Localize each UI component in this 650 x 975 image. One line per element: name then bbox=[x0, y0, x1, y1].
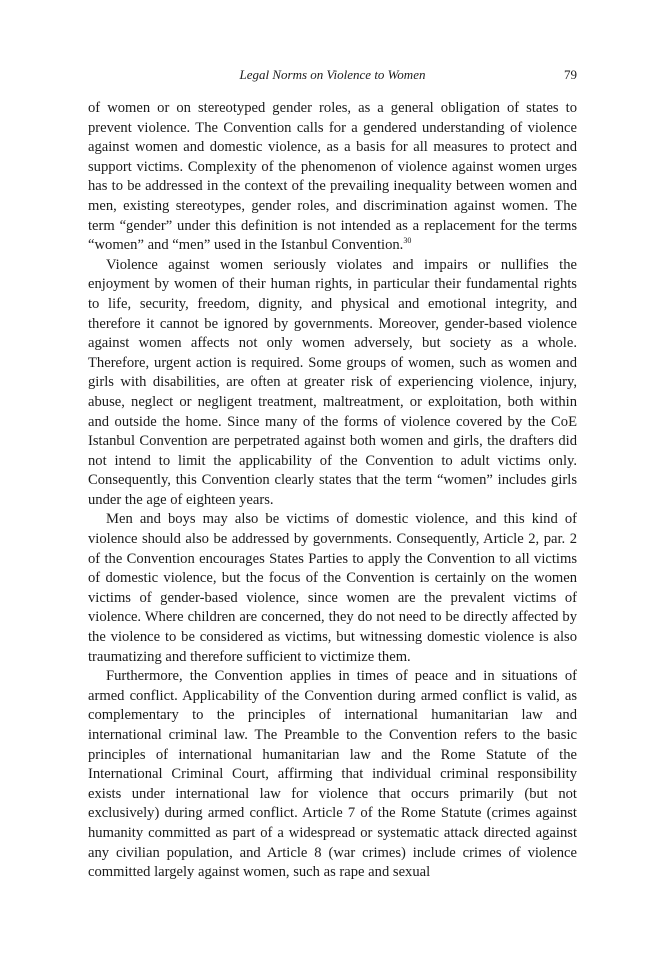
document-page bbox=[88, 66, 577, 883]
paragraph-1-text: of women or on stereotyped gender roles, as a general obligation of states to prevent violence. The Convention calls for a gendered understanding of violence against women and domestic violence, as a basis for all measures to protect and support victims. Complexity of the phenomenon of violence against women urges has to be addressed in the context of the prevailing inequality between women and men, existing stereotypes, gender roles, and discrimination against women. The term “gender” under this definition is not intended as a replacement for the terms “women” and “men” used in the Istanbul Convention. bbox=[88, 100, 577, 254]
page-number: 79 bbox=[564, 67, 577, 82]
paragraph-1 bbox=[88, 99, 577, 256]
body-text bbox=[88, 99, 577, 883]
paragraph-3: Men and boys may also be victims of domestic violence, and this kind of violence should also be addressed by governments. Consequently, Article 2, par. 2 of the Convention encourages States Parties to apply the Convention to all victims of domestic violence, but the focus of the Convention is certainly on the women victims of gender-based violence, since women are the prevalent victims of violence. Where children are concerned, they do not need to be directly affected by the violence to be considered as victims, but witnessing domestic violence is also traumatizing and therefore sufficient to victimize them. bbox=[88, 511, 577, 665]
running-title: Legal Norms on Violence to Women bbox=[239, 67, 426, 82]
running-head bbox=[88, 66, 577, 88]
paragraph-4: Furthermore, the Convention applies in times of peace and in situations of armed conflict. Applicability of the Convention during armed conflict is valid, as complementary to the principles of international humanitarian law and international criminal law. The Preamble to the Convention refers to the basic principles of international humanitarian law and the Rome Statute of the International Criminal Court, affirming that individual criminal responsibility exists under international law for violence that occurs primarily (but not exclusively) during armed conflict. Article 7 of the Rome Statute (crimes against humanity committed as part of a widespread or systematic attack directed against any civilian population, and Article 8 (war crimes) include crimes of violence committed largely against women, such as rape and sexual bbox=[88, 668, 577, 881]
paragraph-2: Violence against women seriously violates and impairs or nullifies the enjoyment by women of their human rights, in particular their fundamental rights to life, security, freedom, dignity, and physical and emotional integrity, and therefore it cannot be ignored by governments. Moreover, gender-based violence against women affects not only women adversely, but society as a whole. Therefore, urgent action is required. Some groups of women, such as women and girls with disabilities, are often at greater risk of experiencing violence, injury, abuse, neglect or negligent treatment, maltreatment, or exploitation, both within and outside the home. Since many of the forms of violence covered by the CoE Istanbul Convention are perpetrated against both women and girls, the drafters did not intend to limit the applicability of the Convention to adult victims only. Consequently, this Convention clearly states that the term “women” includes girls under the age of eighteen years. bbox=[88, 256, 577, 508]
footnote-marker: 30 bbox=[403, 236, 412, 246]
